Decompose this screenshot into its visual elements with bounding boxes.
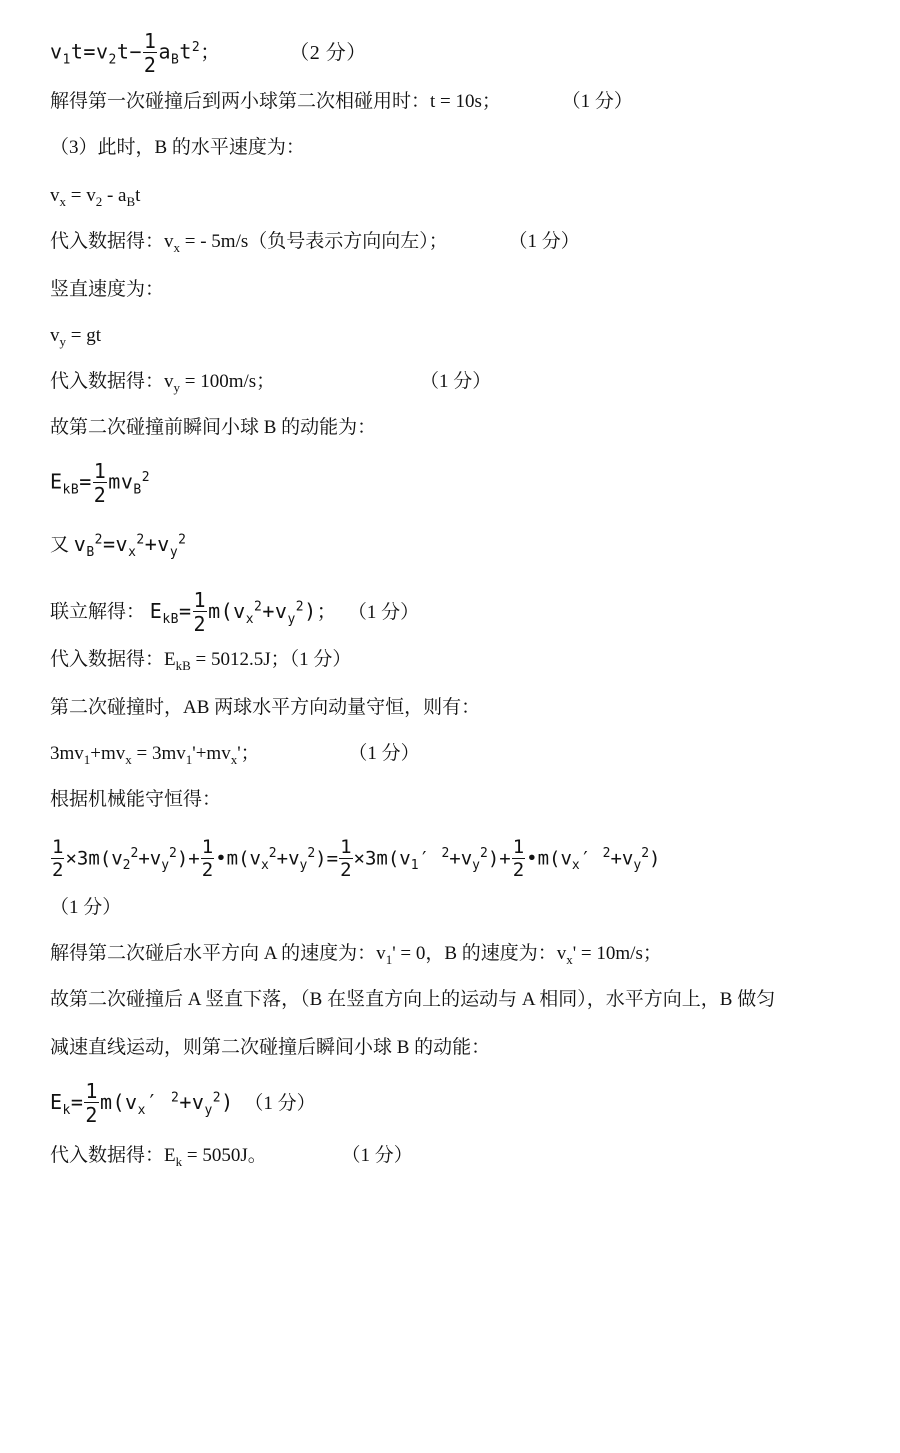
text-line: 故第二次碰撞后 A 竖直下落，（B 在竖直方向上的运动与 A 相同），水平方向上，B 做匀 [50,989,776,1010]
text-line: 竖直速度为： [50,279,165,300]
score-mark: （1 分） [244,1092,316,1114]
prefix-text: 联立解得： [50,601,146,623]
score-mark: （1 分） [419,371,492,392]
solution-text: 解得第一次碰撞后到两小球第二次相碰用时：t = 10s； [50,91,501,112]
equation-relative-motion: $v_1t=v_2t-$ $\frac{1}{2}$ $a_Bt^2$； （2 分） [50,29,367,78]
equation-ekb: $E_{kB}=$ $\frac{1}{2}$ $mv_B^2$ [50,459,151,508]
solution-line: 代入数据得：$E_k = 5050J$。 （1 分） [50,1142,880,1176]
part-3-heading: （3）此时，B 的水平速度为： [50,137,305,158]
equation-ekb-combined: 联立解得： $E_{kB}=$ $\frac{1}{2}$ $m(v_x^2+v_y^2)$； （1 分） [50,588,420,637]
text-line: 根据机械能守恒得： [50,789,222,810]
score-mark: （1 分） [50,897,122,918]
score-mark: （1 分） [347,601,420,623]
equation-momentum: $3mv_1+mv_x = 3mv_1'+mv_x'$； （1 分） [50,740,880,774]
equation-ek: $E_k=$ $\frac{1}{2}$ $m(v_x'$ $^2+v_y^2$) （1 分） [50,1079,316,1128]
score-mark: （1 分） [341,1145,413,1166]
score-mark: （1 分） [508,231,580,252]
solution-text: 代入数据得：$v_y = 100m/s$； [50,371,276,395]
text-line: 故第二次碰撞前瞬间小球 B 的动能为： [50,417,377,438]
solution-line [50,88,880,116]
equation-vx: $v_x = v_2 - a_Bt$ [50,185,141,209]
text-line: 第二次碰撞时，AB 两球水平方向动量守恒，则有： [50,697,481,718]
solution-line: 解得第二次碰后水平方向 A 的速度为：$v_1' = 0$，B 的速度为：$v_x' = 10m/s$； [50,943,662,967]
text-line: 减速直线运动，则第二次碰撞后瞬间小球 B 的动能： [50,1037,491,1058]
equation-vy: $v_y$ = gt [50,325,101,349]
solution-line [50,228,880,262]
prefix-text: 又 [50,534,70,556]
score-mark: （1 分） [561,91,633,112]
solution-text: 代入数据得：$v_x$ = - 5m/s（负号表示方向向左）； [50,231,448,255]
score-mark: （1 分） [348,743,420,764]
solution-line [50,368,880,402]
solution-line: 代入数据得：$E_{kB} = 5012.5J$；（1 分） [50,649,352,673]
equation-vb-squared: 又 $v_B^2=v_x^2+v_y^2$ [50,531,187,560]
equation-energy-conservation: $\frac{1}{2}$ $\times 3m(v_2^2+v_y^2)+$ $\frac{1}{2}$ $•m(v_x^2+v_y^2)=$ $\frac{1}{2}$ $\times 3m(v_1'$ $^2+v_y^2)+$ $\frac{1}{2}$ $•m(v_x'$ $^2+v_y^2$) [52,835,661,881]
score-mark: （2 分） [289,41,367,64]
